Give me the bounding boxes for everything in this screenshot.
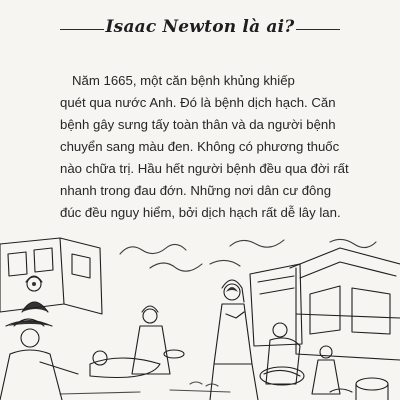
barrels: [330, 378, 388, 400]
smoke-swirls: [120, 239, 376, 271]
figure-far-right: [312, 346, 340, 394]
paragraph-line: nào chữa trị. Hầu hết người bệnh đều qua đời rất: [60, 161, 349, 176]
figure-man-hat: [0, 319, 78, 400]
paragraph-line: bệnh gây sưng tấy toàn thân và da người bệnh: [60, 117, 336, 132]
paragraph-line: chuyển sang màu đen. Không có phương thuốc: [60, 139, 340, 154]
paragraph-line: Năm 1665, một căn bệnh khủng khiếp: [72, 73, 295, 88]
page-title: Isaac Newton là ai?: [105, 17, 295, 37]
title-rule-right: [296, 29, 340, 30]
ground-lines: [60, 382, 230, 394]
paragraph-line: nhanh trong đau đớn. Những nơi dân cư đông: [60, 183, 332, 198]
left-building: [0, 238, 102, 314]
paragraph-line: quét qua nước Anh. Đó là bệnh dịch hạch. Căn: [60, 95, 336, 110]
plague-street-illustration: [0, 234, 400, 400]
title-rule-left: [60, 29, 104, 30]
right-building: [290, 248, 400, 360]
paragraph-line: đúc đều nguy hiểm, bởi dịch hạch rất dễ lây lan.: [60, 205, 341, 220]
body-paragraph: [60, 70, 349, 224]
